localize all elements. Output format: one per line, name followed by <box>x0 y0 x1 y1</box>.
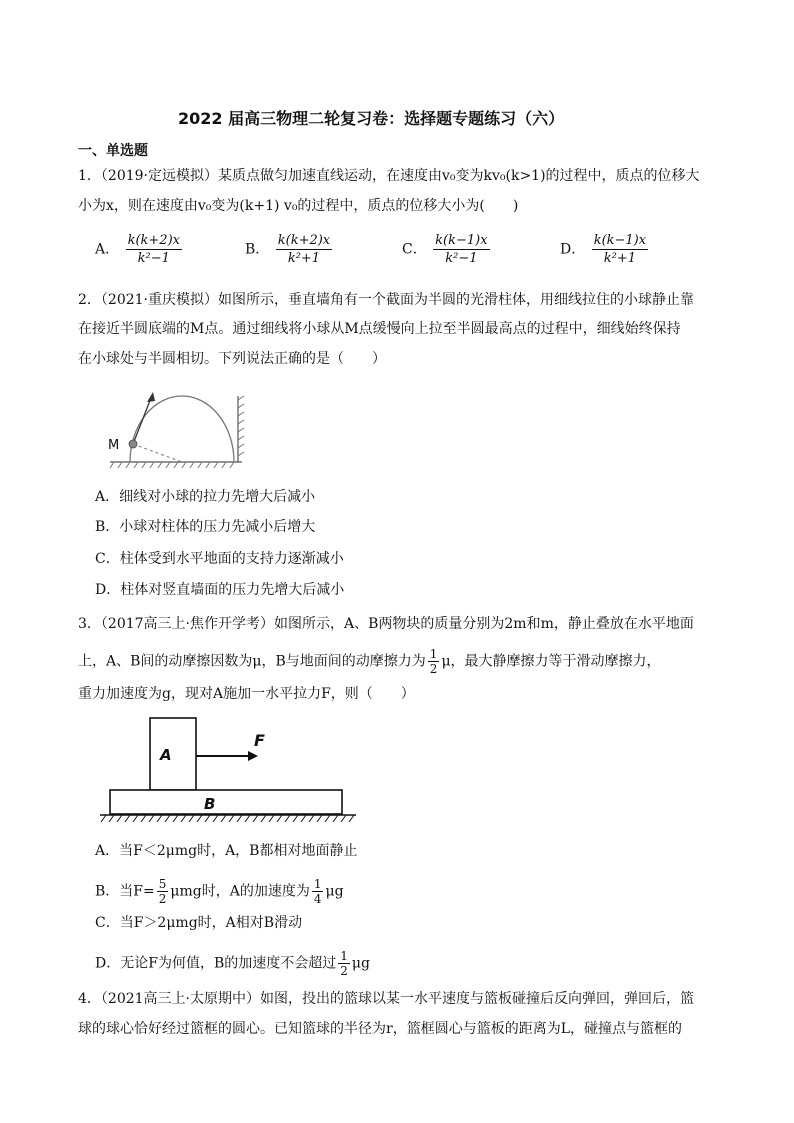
block-b-label: B <box>204 795 216 813</box>
string-line <box>133 398 151 444</box>
ball <box>129 440 137 448</box>
q2-figure-semicircle <box>100 380 260 472</box>
q3-figure-blocks <box>98 716 358 828</box>
semicircle-body <box>130 396 234 462</box>
section-heading: 一、单选题 <box>78 143 148 159</box>
fraction-numerator: k(k+2)x <box>277 233 331 248</box>
option-text-start: B．当F= <box>95 883 155 900</box>
q3-line-2-end: μ，最大静摩擦力等于滑动摩擦力， <box>441 653 661 670</box>
fraction-denominator: 4 <box>313 892 322 906</box>
q1-option-b[interactable] <box>245 232 334 267</box>
fraction-denominator: k²+1 <box>287 251 321 266</box>
fraction-numerator: 1 <box>313 877 322 891</box>
option-text-start: D．无论F为何值，B的加速度不会超过 <box>95 955 337 972</box>
force-label: F <box>254 731 265 750</box>
fraction-numerator: k(k+2)x <box>127 233 180 248</box>
option-text-middle: μmg时，A的加速度为 <box>170 883 310 900</box>
q2-option-a[interactable]: A．细线对小球的拉力先增大后减小 <box>95 489 316 505</box>
q1-line-2: 小为x，则在速度由v₀变为(k+1) v₀的过程中，质点的位移大小为( ) <box>78 198 519 214</box>
q2-option-c[interactable]: C．柱体受到水平地面的支持力逐渐减小 <box>95 551 344 567</box>
option-text-end: μg <box>325 883 344 900</box>
fraction-denominator: 2 <box>340 964 348 978</box>
option-text-end: μg <box>351 955 370 972</box>
arrow-right-icon <box>248 751 258 761</box>
q1-option-d[interactable] <box>560 232 650 267</box>
q3-option-d[interactable] <box>95 949 370 978</box>
q3-line-3: 重力加速度为g，现对A施加一水平拉力F，则（ ） <box>78 686 415 702</box>
q3-option-b[interactable] <box>95 877 344 906</box>
q1-option-c[interactable] <box>402 232 492 267</box>
fraction-numerator: 1 <box>340 949 348 963</box>
ground-hatch <box>110 462 234 468</box>
fraction <box>276 232 332 267</box>
option-label: A． <box>95 241 120 258</box>
fraction <box>433 232 489 267</box>
q2-line-1: 2．（2021·重庆模拟）如图所示，垂直墙角有一个截面为半圆的光滑柱体，用细线拉住的小球静止靠 <box>78 292 694 308</box>
fraction-numerator: k(k−1)x <box>593 233 647 248</box>
fraction <box>126 232 182 267</box>
fraction-denominator: k²+1 <box>603 251 637 266</box>
label-m: M <box>108 438 120 453</box>
option-label: C． <box>402 241 427 258</box>
block-a <box>150 718 196 790</box>
wall-hatch <box>238 396 244 456</box>
block-b <box>110 790 342 814</box>
ground-hatch <box>101 815 354 822</box>
fraction <box>157 877 169 906</box>
block-a-label: A <box>160 746 172 764</box>
fraction-denominator: 2 <box>158 892 167 906</box>
q3-line-2 <box>78 647 661 676</box>
q2-line-3: 在小球处与半圆相切。下列说法正确的是（ ） <box>78 351 386 367</box>
arrow-up-icon <box>147 392 155 402</box>
fraction <box>428 647 440 676</box>
q1-line-1: 1．（2019·定远模拟）某质点做匀加速直线运动，在速度由v₀变为kv₀(k>1)的过程中，质点的位移大 <box>78 168 700 184</box>
radius-dashed <box>133 444 182 462</box>
q3-option-c[interactable]: C．当F＞2μmg时，A相对B滑动 <box>95 915 303 931</box>
fraction <box>312 877 324 906</box>
q3-line-1: 3．（2017高三上·焦作开学考）如图所示，A、B两物块的质量分别为2m和m，静止叠放在水平地面 <box>78 616 694 632</box>
q4-line-1: 4．（2021高三上·太原期中）如图，投出的篮球以某一水平速度与篮板碰撞后反向弹回，弹回后，篮 <box>78 991 694 1007</box>
fraction-numerator: 1 <box>429 647 438 661</box>
fraction <box>592 232 648 267</box>
q4-line-2: 球的球心恰好经过篮框的圆心。已知篮球的半径为r，篮框圆心与篮板的距离为L，碰撞点与篮框的 <box>78 1021 682 1037</box>
page-title: 2022 届高三物理二轮复习卷：选择题专题练习（六） <box>178 109 565 128</box>
fraction-denominator: k²−1 <box>445 251 478 266</box>
q3-line-2-start: 上，A、B间的动摩擦因数为μ，B与地面间的动摩擦力为 <box>78 653 426 670</box>
fraction-numerator: k(k−1)x <box>435 233 488 248</box>
q2-line-2: 在接近半圆底端的M点。通过细线将小球从M点缓慢向上拉至半圆最高点的过程中，细线始终保持 <box>78 321 681 337</box>
option-label: B． <box>245 241 270 258</box>
fraction-denominator: k²−1 <box>137 251 170 266</box>
q2-option-d[interactable]: D．柱体对竖直墙面的压力先增大后减小 <box>95 582 345 598</box>
q1-option-a[interactable] <box>95 232 184 267</box>
fraction-denominator: 2 <box>429 662 438 676</box>
option-label: D． <box>560 241 586 258</box>
q2-option-b[interactable]: B．小球对柱体的压力先减小后增大 <box>95 519 316 535</box>
fraction-numerator: 5 <box>158 877 167 891</box>
fraction <box>338 949 350 978</box>
q3-option-a[interactable]: A．当F＜2μmg时，A，B都相对地面静止 <box>95 843 358 859</box>
